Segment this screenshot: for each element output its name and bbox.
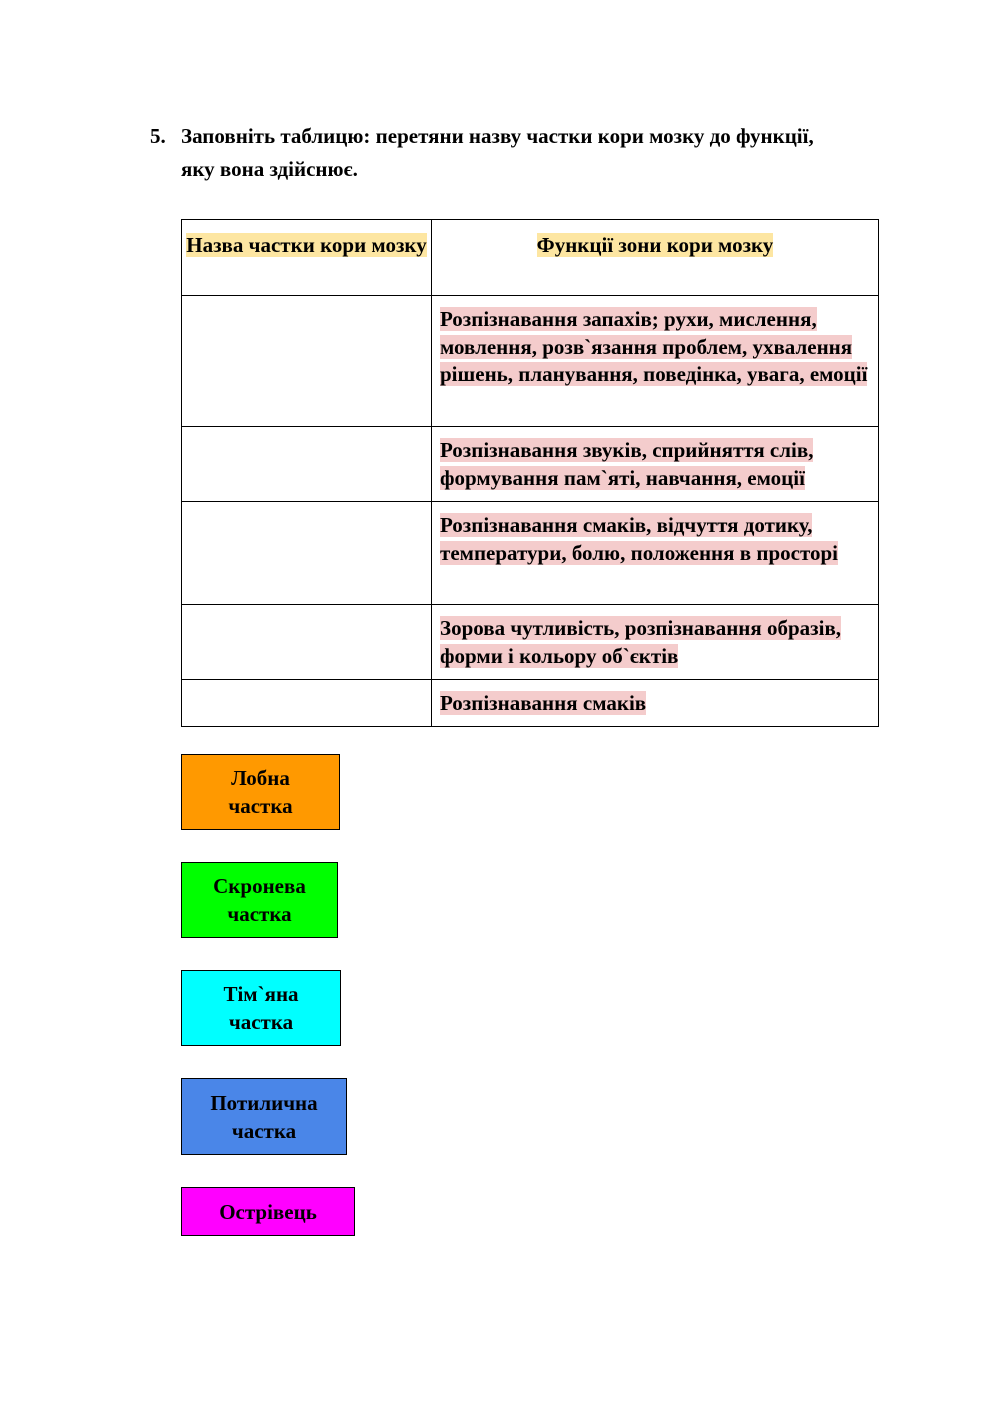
function-cell [432,680,879,727]
matching-table [181,219,879,727]
header-function-label: Функції зони кори мозку [536,233,774,257]
task-instruction [150,120,850,186]
table-row [182,296,879,427]
function-cell [432,502,879,605]
function-text: Розпізнавання смаків, відчуття дотику, температури, болю, положення в просторі [440,513,838,565]
drop-zone[interactable] [182,427,432,502]
drop-zone[interactable] [182,502,432,605]
function-cell [432,605,879,680]
table-row [182,605,879,680]
table-row [182,502,879,605]
function-text: Зорова чутливість, розпізнавання образів, форми і кольору об`єктів [440,616,842,668]
draggable-card-occipital-lobe[interactable]: Потилична частка [181,1078,347,1155]
draggable-card-temporal-lobe[interactable]: Скронева частка [181,862,338,938]
table-header-row [182,220,879,296]
function-text: Розпізнавання смаків [440,691,647,715]
table-row [182,680,879,727]
header-function-cell [432,220,879,296]
task-number: 5. [150,124,166,148]
draggable-card-frontal-lobe[interactable]: Лобна частка [181,754,340,830]
draggable-card-insula[interactable]: Острівець [181,1187,355,1236]
header-name-cell [182,220,432,296]
function-text: Розпізнавання звуків, сприйняття слів, формування пам`яті, навчання, емоції [440,438,814,490]
task-text: Заповніть таблицю: перетяни назву частки кори мозку до функції, яку вона здійснює. [181,124,814,181]
function-cell [432,296,879,427]
drop-zone[interactable] [182,296,432,427]
draggable-card-parietal-lobe[interactable]: Тім`яна частка [181,970,341,1046]
function-text: Розпізнавання запахів; рухи, мислення, мовлення, розв`язання проблем, ухвалення рішень, планування, поведінка, увага, емоції [440,307,868,386]
function-cell [432,427,879,502]
drop-zone[interactable] [182,605,432,680]
header-name-label: Назва частки кори мозку [186,233,427,257]
drop-zone[interactable] [182,680,432,727]
table-row [182,427,879,502]
